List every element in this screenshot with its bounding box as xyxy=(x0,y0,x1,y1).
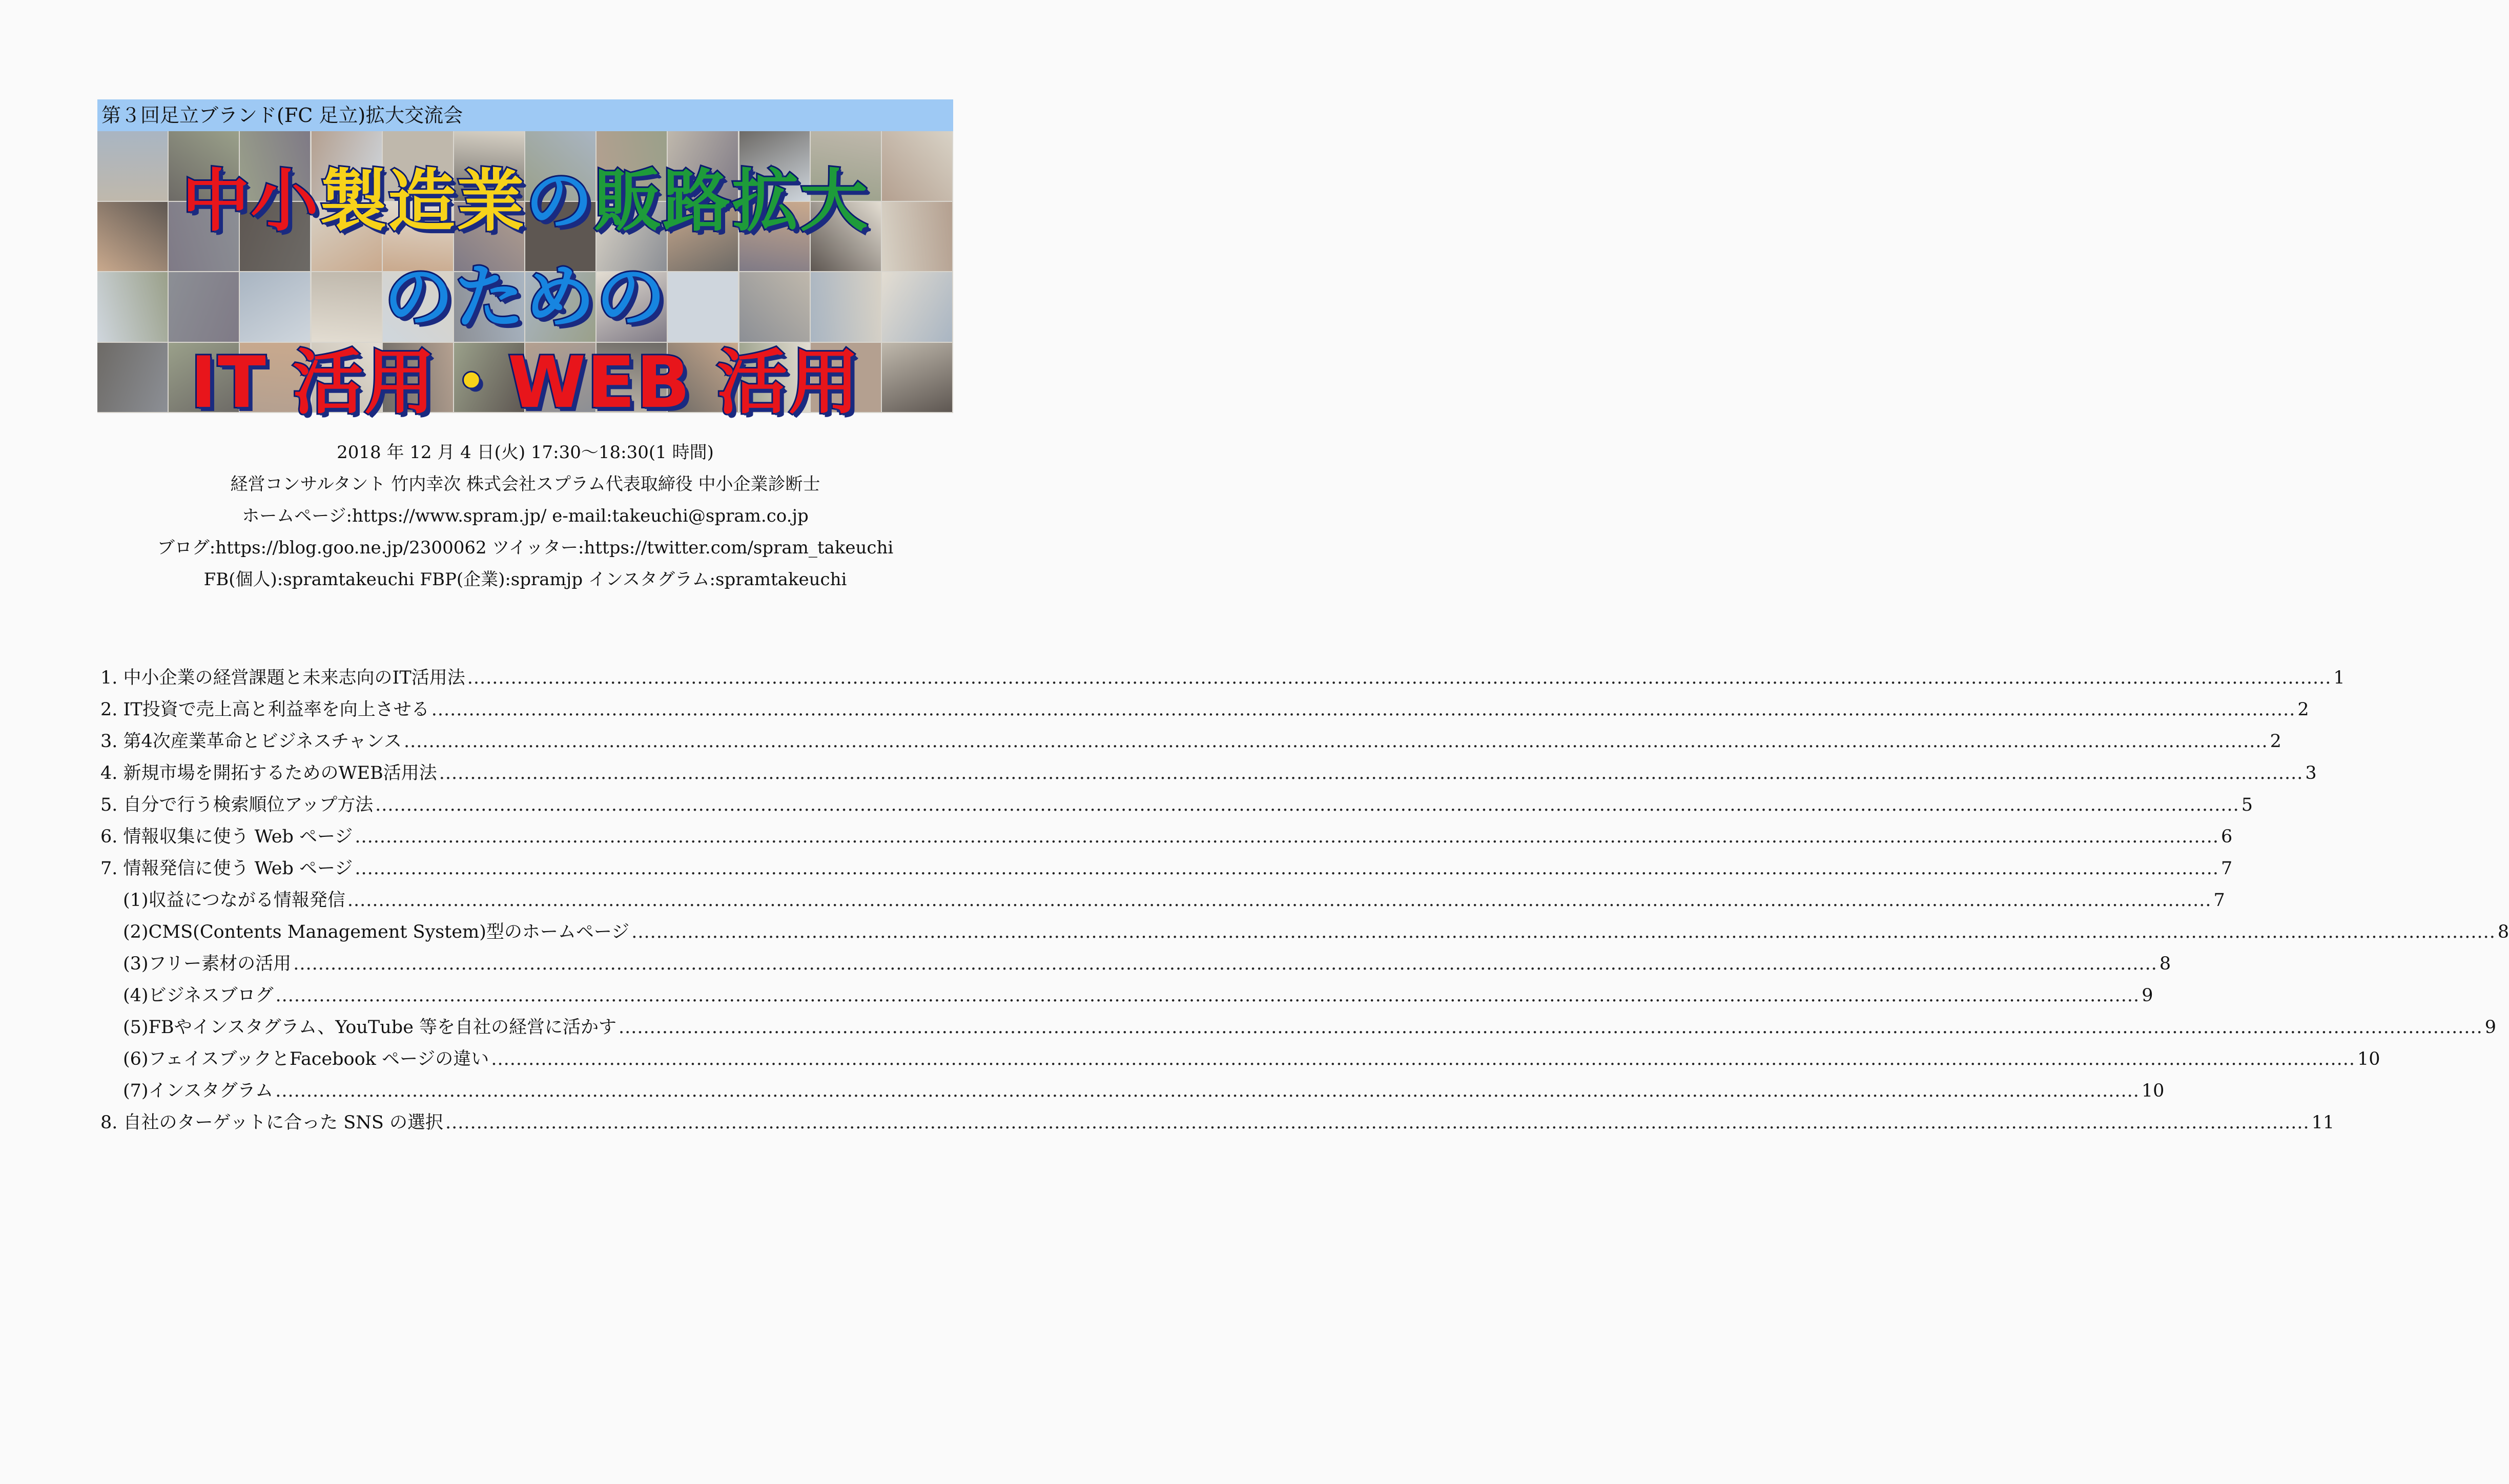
toc-dot-leader: ............................................................................................................................................................................................................................................................................................................ xyxy=(355,827,2219,847)
toc-entry-page: 2 xyxy=(2297,699,2309,720)
banner-word-no: の xyxy=(525,162,594,241)
banner-word-dot: ・ xyxy=(436,341,508,424)
toc-entry-page: 7 xyxy=(2213,890,2225,911)
toc-entry-label: 7. 情報発信に使う Web ページ xyxy=(100,858,353,879)
toc-entry-page: 11 xyxy=(2311,1112,2335,1133)
toc-entry xyxy=(100,1075,2165,1107)
toc-entry xyxy=(100,884,2225,916)
toc-dot-leader: ............................................................................................................................................................................................................................................................................................................ xyxy=(293,954,2157,974)
toc-entry-label: (5)FBやインスタグラム、YouTube 等を自社の経営に活かす xyxy=(123,1017,617,1038)
toc-entry-label: (4)ビジネスブログ xyxy=(123,985,274,1006)
toc-dot-leader: ............................................................................................................................................................................................................................................................................................................ xyxy=(275,1081,2140,1101)
toc-entry-label: (1)収益につながる情報発信 xyxy=(123,890,345,911)
toc-entry-label: (6)フェイスブックとFacebook ページの違い xyxy=(123,1049,489,1069)
toc-entry-page: 1 xyxy=(2333,668,2345,688)
toc-entry xyxy=(100,662,2345,694)
toc-entry-page: 8 xyxy=(2497,922,2509,942)
banner-title-line-1 xyxy=(97,147,953,244)
toc-entry xyxy=(100,1107,2335,1139)
toc-entry xyxy=(100,757,2317,789)
toc-entry-page: 10 xyxy=(2357,1049,2380,1069)
toc-entry-label: (2)CMS(Contents Management System)型のホームページ xyxy=(123,922,630,942)
toc-dot-leader: ............................................................................................................................................................................................................................................................................................................ xyxy=(355,858,2219,879)
toc-entry xyxy=(100,789,2253,821)
toc-entry-page: 8 xyxy=(2159,954,2171,974)
event-title: 第３回足立ブランド(FC 足立)拡大交流会 xyxy=(101,104,463,127)
toc-dot-leader: ............................................................................................................................................................................................................................................................................................................ xyxy=(431,699,2296,720)
toc-entry xyxy=(100,980,2153,1012)
table-of-contents xyxy=(100,662,2509,1139)
toc-entry xyxy=(100,916,2509,948)
toc-entry xyxy=(100,726,2281,757)
toc-entry-label: 4. 新規市場を開拓するためのWEB活用法 xyxy=(100,763,437,784)
toc-entry-label: (7)インスタグラム xyxy=(123,1081,274,1101)
toc-entry-label: 3. 第4次産業革命とビジネスチャンス xyxy=(100,731,402,752)
toc-entry xyxy=(100,1043,2380,1075)
toc-entry-page: 6 xyxy=(2220,827,2233,847)
toc-entry xyxy=(100,1012,2496,1043)
toc-dot-leader: ............................................................................................................................................................................................................................................................................................................ xyxy=(439,763,2304,784)
toc-entry xyxy=(100,694,2309,726)
banner-word-hanro-kakudai: 販路拡大 xyxy=(594,162,869,241)
banner-word-it-katsuyo: IT 活用 xyxy=(190,341,436,424)
toc-entry-page: 7 xyxy=(2220,858,2233,879)
seminar-banner xyxy=(97,131,953,424)
toc-entry-page: 10 xyxy=(2141,1081,2165,1101)
toc-entry-label: (3)フリー素材の活用 xyxy=(123,954,292,974)
toc-dot-leader: ............................................................................................................................................................................................................................................................................................................ xyxy=(403,731,2268,752)
facebook-instagram: FB(個人):spramtakeuchi FBP(企業):spramjp インスタグラム:spramtakeuchi xyxy=(203,569,847,590)
toc-dot-leader: ............................................................................................................................................................................................................................................................................................................ xyxy=(375,795,2239,815)
toc-entry-label: 6. 情報収集に使う Web ページ xyxy=(100,827,353,847)
toc-dot-leader: ............................................................................................................................................................................................................................................................................................................ xyxy=(445,1112,2310,1133)
blog-twitter: ブログ:https://blog.goo.ne.jp/2300062 ツイッター:https://twitter.com/spram_takeuchi xyxy=(157,538,894,558)
toc-dot-leader: ............................................................................................................................................................................................................................................................................................................ xyxy=(347,890,2212,911)
toc-entry-label: 2. IT投資で売上高と利益率を向上させる xyxy=(100,699,429,720)
toc-dot-leader: ............................................................................................................................................................................................................................................................................................................ xyxy=(275,985,2140,1006)
toc-entry-label: 5. 自分で行う検索順位アップ方法 xyxy=(100,795,374,815)
banner-word-seizogyo: 製造業 xyxy=(319,162,525,241)
homepage-email: ホームページ:https://www.spram.jp/ e-mail:takeuchi@spram.co.jp xyxy=(242,506,809,526)
banner-word-chusho: 中小 xyxy=(182,162,319,241)
toc-entry xyxy=(100,948,2171,980)
toc-entry xyxy=(100,821,2233,853)
toc-entry-page: 9 xyxy=(2142,985,2153,1006)
event-title-bar xyxy=(97,99,953,131)
seminar-datetime: 2018 年 12 月 4 日(火) 17:30～18:30(1 時間) xyxy=(337,442,714,463)
toc-dot-leader: ............................................................................................................................................................................................................................................................................................................ xyxy=(467,668,2332,688)
toc-dot-leader: ............................................................................................................................................................................................................................................................................................................ xyxy=(631,922,2496,942)
seminar-info xyxy=(97,437,953,595)
toc-dot-leader: ............................................................................................................................................................................................................................................................................................................ xyxy=(491,1049,2355,1069)
banner-title-line-3 xyxy=(97,326,953,427)
toc-entry-page: 5 xyxy=(2241,795,2253,815)
toc-entry-label: 8. 自社のターゲットに合った SNS の選択 xyxy=(100,1112,443,1133)
banner-word-web-katsuyo: WEB 活用 xyxy=(507,341,860,424)
presenter-info: 経営コンサルタント 竹内幸次 株式会社スプラム代表取締役 中小企業診断士 xyxy=(230,474,820,494)
toc-entry-page: 3 xyxy=(2305,763,2317,784)
toc-entry-page: 9 xyxy=(2484,1017,2496,1038)
toc-entry-page: 2 xyxy=(2270,731,2281,752)
toc-entry xyxy=(100,853,2233,884)
banner-word-notameno: のための xyxy=(384,257,667,338)
toc-dot-leader: ............................................................................................................................................................................................................................................................................................................ xyxy=(619,1017,2483,1038)
toc-entry-label: 1. 中小企業の経営課題と未来志向のIT活用法 xyxy=(100,668,465,688)
